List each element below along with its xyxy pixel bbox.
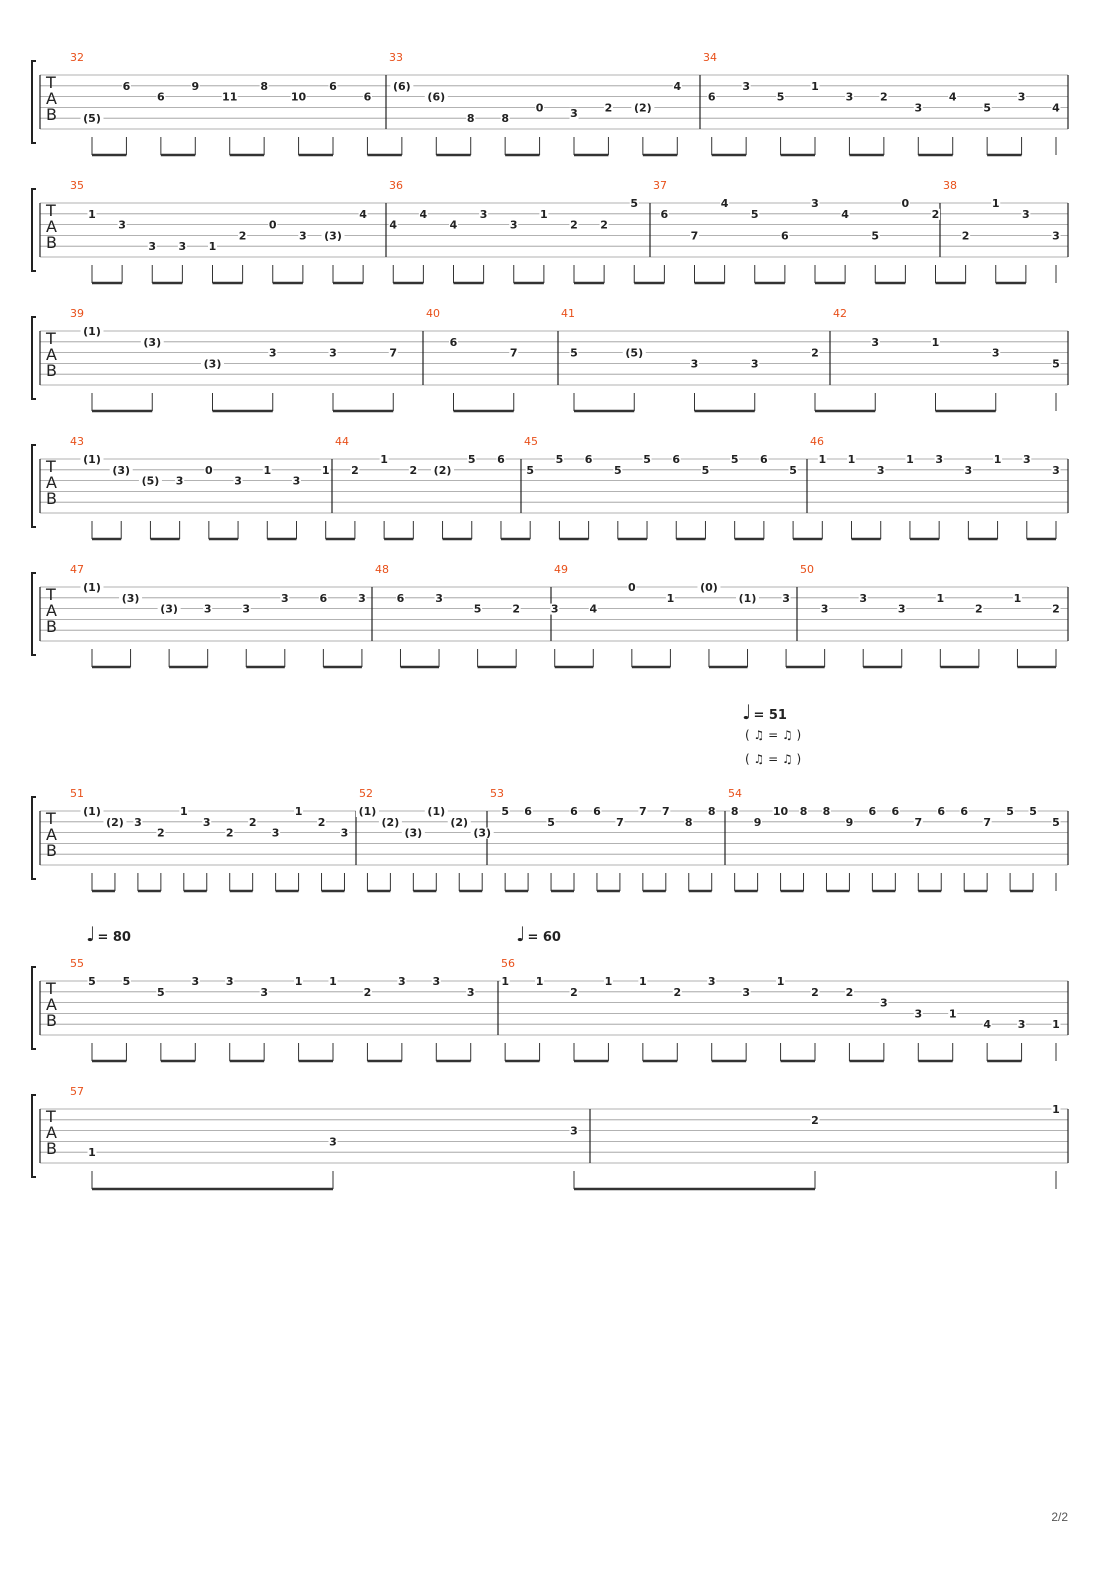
fret-number: 3 [880, 996, 888, 1010]
system-bracket [32, 189, 36, 271]
tab-clef-letter: T [46, 329, 56, 348]
fret-number: 6 [960, 805, 969, 818]
measure-number: 46 [810, 435, 824, 448]
measure-number: 32 [70, 51, 84, 64]
fret-number: 8 [799, 805, 808, 818]
measure-number: 40 [426, 307, 440, 320]
fret-number: 5 [643, 453, 651, 466]
fret-number: 3 [202, 815, 211, 829]
tab-clef-letter: B [46, 841, 57, 860]
fret-number: 7 [509, 346, 518, 360]
fret-number: 3 [1022, 207, 1030, 221]
fret-number: 3 [242, 602, 251, 616]
fret-number: 3 [292, 474, 301, 488]
fret-number: 1 [811, 79, 819, 93]
quarter-note-icon: ♩ [742, 700, 752, 724]
fret-number: 1 [1013, 591, 1022, 605]
fret-number: 3 [964, 463, 973, 477]
fret-number: 8 [730, 805, 739, 818]
fret-number: 3 [134, 815, 142, 829]
fret-number: (1) [83, 581, 101, 594]
fret-number: 1 [294, 805, 303, 818]
fret-number: 2 [409, 463, 418, 477]
fret-number: 8 [684, 815, 693, 829]
fret-number: 2 [512, 602, 520, 616]
fret-number: 3 [299, 229, 307, 243]
measure-number: 41 [561, 307, 575, 320]
fret-number: 2 [811, 985, 819, 999]
fret-number: 1 [208, 240, 217, 254]
fret-number: 5 [983, 101, 991, 115]
fret-number: 5 [526, 463, 535, 477]
page-number: 2/2 [1051, 1510, 1068, 1524]
quarter-note-icon: ♩ [86, 922, 96, 946]
fret-number: 2 [961, 229, 970, 243]
system-bracket [32, 445, 36, 527]
fret-number: 5 [501, 805, 509, 818]
fret-number: 1 [931, 335, 940, 349]
fret-number: (6) [392, 79, 411, 93]
fret-number: 2 [570, 985, 578, 999]
fret-number: 6 [363, 90, 372, 104]
measure-number: 55 [70, 957, 84, 970]
fret-number: 5 [1029, 805, 1037, 818]
fret-number: 3 [175, 474, 184, 488]
fret-number: 5 [1052, 357, 1060, 371]
fret-number: 6 [449, 335, 458, 349]
fret-number: 5 [473, 602, 482, 616]
fret-number: 7 [639, 805, 647, 818]
fret-number: 2 [317, 815, 326, 829]
system-bracket [32, 797, 36, 879]
tab-clef-letter: A [46, 825, 57, 844]
measure-number: 35 [70, 179, 84, 192]
fret-number: 3 [280, 591, 289, 605]
tab-clef-letter: B [46, 489, 57, 508]
fret-number: 7 [914, 815, 923, 829]
fret-number: 9 [753, 815, 762, 829]
fret-number: 6 [570, 805, 578, 818]
fret-number: (2) [450, 815, 469, 829]
measure-number: 37 [653, 179, 667, 192]
fret-number: 1 [948, 1007, 957, 1021]
tab-clef-letter: B [46, 1011, 57, 1030]
fret-number: 2 [811, 346, 819, 360]
fret-number: 2 [845, 985, 854, 999]
tab-clef-letter: T [46, 201, 56, 220]
fret-number: 8 [822, 805, 831, 818]
fret-number: 5 [467, 453, 476, 466]
fret-number: 4 [389, 218, 398, 232]
measure-number: 45 [524, 435, 538, 448]
fret-number: (3) [143, 335, 162, 349]
fret-number: 6 [707, 90, 716, 104]
fret-number: 8 [466, 112, 475, 126]
fret-number: 3 [991, 346, 1000, 360]
fret-number: (2) [106, 815, 124, 829]
fret-number: 3 [811, 197, 819, 210]
measure-number: 36 [389, 179, 403, 192]
fret-number: 6 [891, 805, 900, 818]
fret-number: 5 [547, 815, 555, 829]
fret-number: 10 [772, 805, 789, 818]
fret-number: 3 [570, 106, 578, 120]
fret-number: 1 [329, 975, 337, 988]
measure-number: 50 [800, 563, 814, 576]
fret-number: 6 [122, 79, 131, 93]
measure-number: 56 [501, 957, 515, 970]
tab-clef-letter: B [46, 233, 57, 252]
fret-number: 6 [329, 79, 337, 93]
fret-number: 1 [88, 1146, 96, 1160]
swing-marking: ( ♫ = ♫ ) [745, 752, 802, 766]
fret-number: 4 [449, 218, 458, 232]
fret-number: 3 [707, 975, 716, 988]
fret-number: 3 [859, 591, 868, 605]
fret-number: 7 [661, 805, 670, 818]
fret-number: 2 [811, 1113, 819, 1127]
fret-number: 3 [191, 975, 200, 988]
fret-number: (3) [473, 826, 492, 840]
tempo-marking-60: ♩ = 60 [516, 922, 561, 946]
measure-number: 54 [728, 787, 742, 800]
fret-number: 3 [509, 218, 518, 232]
fret-number: 5 [88, 975, 96, 988]
fret-number: 3 [820, 602, 829, 616]
fret-number: 6 [396, 591, 405, 605]
fret-number: 3 [845, 90, 854, 104]
fret-number: 3 [358, 591, 366, 605]
fret-number: 3 [1022, 453, 1031, 466]
fret-number: 6 [760, 453, 768, 466]
fret-number: 5 [701, 463, 710, 477]
fret-number: (3) [112, 463, 131, 477]
tab-clef-letter: A [46, 1123, 57, 1142]
fret-number: 3 [203, 602, 212, 616]
fret-number: 3 [782, 591, 790, 605]
fret-number: 1 [776, 975, 785, 988]
fret-number: 3 [118, 218, 126, 232]
system-bracket [32, 967, 36, 1049]
fret-number: 3 [1052, 463, 1060, 477]
fret-number: (1) [83, 453, 101, 466]
fret-number: 7 [616, 815, 624, 829]
fret-number: 2 [351, 463, 359, 477]
measure-number: 51 [70, 787, 84, 800]
fret-number: 0 [205, 463, 213, 477]
measure-number: 34 [703, 51, 717, 64]
fret-number: 1 [535, 975, 544, 988]
fret-number: (2) [633, 101, 652, 115]
fret-number: 2 [975, 602, 983, 616]
fret-number: 5 [871, 229, 880, 243]
fret-number: 1 [321, 463, 330, 477]
measure-number: 52 [359, 787, 373, 800]
tab-clef-letter: T [46, 585, 56, 604]
fret-number: 4 [589, 602, 598, 616]
tempo-marking-80: ♩ = 80 [86, 922, 131, 946]
measure-number: 33 [389, 51, 403, 64]
fret-number: 1 [88, 207, 96, 221]
fret-number: 5 [1006, 805, 1014, 818]
fret-number: 1 [847, 453, 856, 466]
fret-number: 7 [389, 346, 398, 360]
fret-number: 1 [991, 197, 1000, 210]
fret-number: 6 [319, 591, 328, 605]
fret-number: (3) [160, 602, 178, 616]
fret-number: 5 [122, 975, 131, 988]
fret-number: 8 [501, 112, 509, 126]
fret-number: (1) [427, 805, 446, 818]
tab-clef-letter: T [46, 73, 56, 92]
fret-number: 3 [570, 1124, 578, 1138]
fret-number: 3 [148, 240, 157, 254]
fret-number: 6 [593, 805, 601, 818]
fret-number: 1 [501, 975, 509, 988]
tab-clef-letter: B [46, 105, 57, 124]
system-bracket [32, 573, 36, 655]
fret-number: 3 [260, 985, 268, 999]
fret-number: 1 [540, 207, 548, 221]
fret-number: 3 [178, 240, 187, 254]
fret-number: 9 [191, 79, 200, 93]
fret-number: (5) [625, 346, 644, 360]
system-bracket [32, 1095, 36, 1177]
fret-number: 6 [937, 805, 946, 818]
fret-number: 3 [550, 602, 559, 616]
tab-clef-letter: A [46, 473, 57, 492]
fret-number: 3 [750, 357, 759, 371]
fret-number: 3 [1017, 90, 1026, 104]
fret-number: 6 [781, 229, 789, 243]
fret-number: (1) [358, 805, 377, 818]
measure-number: 44 [335, 435, 349, 448]
fret-number: 5 [730, 453, 739, 466]
fret-number: 1 [818, 453, 827, 466]
fret-number: 2 [238, 229, 247, 243]
fret-number: (6) [427, 90, 446, 104]
measure-number: 57 [70, 1085, 84, 1098]
fret-number: (1) [83, 805, 101, 818]
fret-number: 1 [1052, 1103, 1060, 1116]
tab-clef-letter: A [46, 217, 57, 236]
fret-number: (3) [121, 591, 140, 605]
fret-number: 2 [363, 985, 372, 999]
fret-number: 3 [876, 463, 885, 477]
system-bracket [32, 317, 36, 399]
fret-number: 0 [628, 581, 636, 594]
fret-number: 2 [570, 218, 578, 232]
fret-number: 1 [936, 591, 945, 605]
fret-number: 2 [225, 826, 234, 840]
fret-number: 8 [260, 79, 268, 93]
tab-clef-letter: B [46, 361, 57, 380]
tab-clef-letter: B [46, 1139, 57, 1158]
fret-number: 1 [906, 453, 914, 466]
fret-number: 2 [931, 207, 940, 221]
fret-number: 3 [1017, 1018, 1026, 1032]
fret-number: 9 [845, 815, 854, 829]
fret-number: 5 [789, 463, 797, 477]
fret-number: 0 [268, 218, 277, 232]
fret-number: (3) [203, 357, 222, 371]
fret-number: 3 [234, 474, 242, 488]
fret-number: 6 [157, 90, 165, 104]
fret-number: 5 [630, 197, 639, 210]
fret-number: 3 [271, 826, 280, 840]
fret-number: 2 [157, 826, 165, 840]
fret-number: 3 [914, 1007, 923, 1021]
fret-number: 3 [432, 975, 441, 988]
fret-number: 3 [398, 975, 406, 988]
system-bracket [32, 61, 36, 143]
fret-number: 2 [673, 985, 682, 999]
fret-number: 4 [948, 90, 957, 104]
tab-clef-letter: A [46, 89, 57, 108]
fret-number: (2) [433, 463, 452, 477]
fret-number: 11 [222, 90, 238, 104]
fret-number: 3 [479, 207, 488, 221]
fret-number: 5 [555, 453, 564, 466]
fret-number: 6 [868, 805, 877, 818]
fret-number: 3 [742, 79, 750, 93]
measure-number: 42 [833, 307, 847, 320]
fret-number: 3 [466, 985, 475, 999]
fret-number: 2 [604, 101, 613, 115]
tab-clef-letter: T [46, 457, 56, 476]
fret-number: 2 [1052, 602, 1060, 616]
fret-number: 7 [690, 229, 699, 243]
fret-number: 6 [584, 453, 593, 466]
fret-number: 4 [359, 207, 367, 221]
fret-number: (1) [83, 325, 101, 338]
fret-number: 3 [268, 346, 277, 360]
fret-number: 0 [901, 197, 910, 210]
fret-number: 6 [524, 805, 532, 818]
fret-number: 0 [535, 101, 544, 115]
tab-clef-letter: T [46, 979, 56, 998]
fret-number: (5) [141, 474, 160, 488]
fret-number: 3 [435, 591, 443, 605]
fret-number: (3) [324, 229, 342, 243]
fret-number: (2) [381, 815, 400, 829]
fret-number: 1 [179, 805, 188, 818]
measure-number: 38 [943, 179, 957, 192]
fret-number: 3 [690, 357, 699, 371]
fret-number: 3 [914, 101, 923, 115]
fret-number: 1 [639, 975, 647, 988]
fret-number: 1 [1052, 1018, 1060, 1032]
fret-number: 5 [570, 346, 578, 360]
tab-clef-letter: A [46, 345, 57, 364]
fret-number: 2 [600, 218, 608, 232]
fret-number: 2 [880, 90, 888, 104]
fret-number: 3 [871, 335, 880, 349]
fret-number: (0) [700, 581, 718, 594]
fret-number: 5 [157, 985, 165, 999]
fret-number: 5 [1052, 815, 1060, 829]
fret-number: 1 [666, 591, 675, 605]
fret-number: 6 [660, 207, 669, 221]
fret-number: 5 [750, 207, 759, 221]
tempo-marking-51: ♩ = 51 [742, 700, 787, 724]
tab-clef-letter: T [46, 809, 56, 828]
fret-number: 3 [329, 1135, 337, 1149]
fret-number: 3 [340, 826, 349, 840]
fret-number: 1 [263, 463, 272, 477]
measure-number: 47 [70, 563, 84, 576]
fret-number: 4 [720, 197, 729, 210]
fret-number: 2 [248, 815, 257, 829]
fret-number: 1 [993, 453, 1002, 466]
fret-number: 3 [225, 975, 234, 988]
fret-number: 4 [673, 79, 682, 93]
fret-number: 3 [329, 346, 337, 360]
fret-number: 6 [672, 453, 681, 466]
fret-number: (1) [738, 591, 757, 605]
fret-number: 10 [290, 90, 307, 104]
tab-clef-letter: B [46, 617, 57, 636]
fret-number: 4 [419, 207, 428, 221]
fret-number: 8 [707, 805, 716, 818]
fret-number: 5 [776, 90, 785, 104]
fret-number: 7 [983, 815, 991, 829]
fret-number: (5) [83, 112, 101, 126]
fret-number: 6 [497, 453, 505, 466]
measure-number: 43 [70, 435, 84, 448]
tab-clef-letter: A [46, 601, 57, 620]
measure-number: 49 [554, 563, 568, 576]
fret-number: 3 [935, 453, 943, 466]
swing-marking: ( ♫ = ♫ ) [745, 728, 802, 742]
measure-number: 53 [490, 787, 504, 800]
measure-number: 48 [375, 563, 389, 576]
measure-number: 39 [70, 307, 84, 320]
fret-number: 1 [604, 975, 613, 988]
quarter-note-icon: ♩ [516, 922, 526, 946]
fret-number: 5 [613, 463, 622, 477]
fret-number: (3) [404, 826, 423, 840]
fret-number: 3 [742, 985, 750, 999]
fret-number: 4 [841, 207, 849, 221]
fret-number: 1 [294, 975, 303, 988]
fret-number: 3 [897, 602, 906, 616]
fret-number: 3 [1052, 229, 1060, 243]
tab-clef-letter: T [46, 1107, 56, 1126]
fret-number: 4 [1052, 101, 1060, 115]
fret-number: 1 [380, 453, 388, 466]
fret-number: 4 [983, 1018, 991, 1032]
tab-clef-letter: A [46, 995, 57, 1014]
